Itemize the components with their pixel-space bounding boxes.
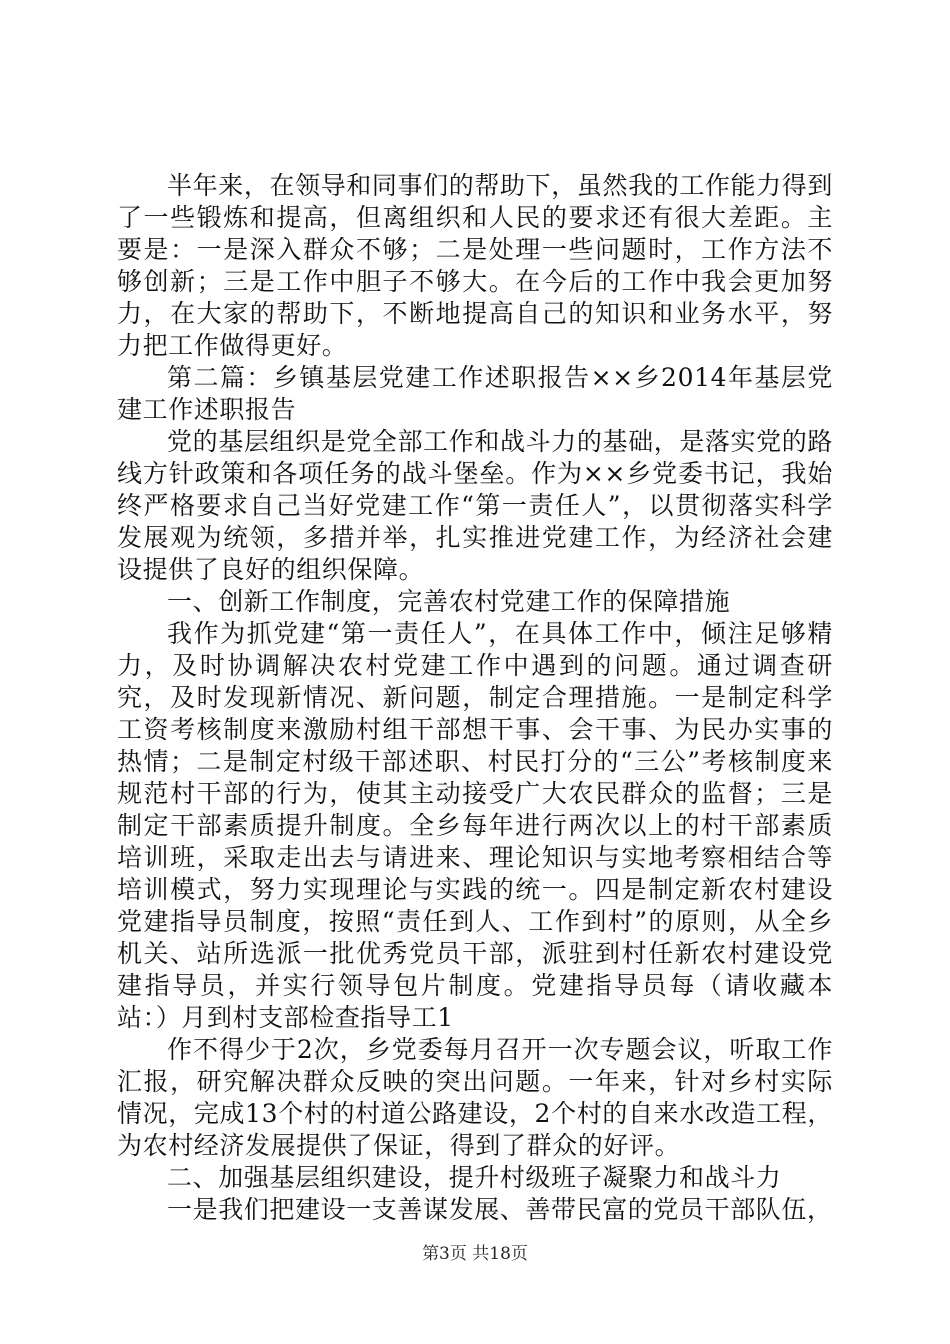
page-number-footer: 第3页 共18页 <box>422 1244 528 1264</box>
paragraph-section-one-continued: 作不得少于2次，乡党委每月召开一次专题会议，听取工作汇报，研究解决群众反映的突出问题。一年来，针对乡村实际情况，完成13个村的村道公路建设，2个村的自来水改造工程，为农村经济发展提供了保证，得到了群众的好评。 <box>117 1035 833 1160</box>
paragraph-intro: 党的基层组织是党全部工作和战斗力的基础，是落实党的路线方针政策和各项任务的战斗堡垒。作为××乡党委书记，我始终严格要求自己当好党建工作“第一责任人”，以贯彻落实科学发展观为统领，多措并举，扎实推进党建工作，为经济社会建设提供了良好的组织保障。 <box>117 427 833 584</box>
paragraph-section-two-body: 一是我们把建设一支善谋发展、善带民富的党员干部队伍， <box>167 1195 833 1224</box>
paragraph-section-one-body: 我作为抓党建“第一责任人”，在具体工作中，倾注足够精力，及时协调解决农村党建工作中遇到的问题。通过调查研究，及时发现新情况、新问题，制定合理措施。一是制定科学工资考核制度来激励村组干部想干事、会干事、为民办实事的热情；二是制定村级干部述职、村民打分的“三公”考核制度来规范村干部的行为，使其主动接受广大农民群众的监督；三是制定干部素质提升制度。全乡每年进行两次以上的村干部素质培训班，采取走出去与请进来、理论知识与实地考察相结合等培训模式，努力实现理论与实践的统一。四是制定新农村建设党建指导员制度，按照“责任到人、工作到村”的原则，从全乡机关、站所选派一批优秀党员干部，派驻到村任新农村建设党建指导员，并实行领导包片制度。党建指导员每（请收藏本站：）月到村支部检查指导工1 <box>117 619 833 1032</box>
heading-section-two: 二、加强基层组织建设，提升村级班子凝聚力和战斗力 <box>167 1163 782 1192</box>
paragraph-summary: 半年来，在领导和同事们的帮助下，虽然我的工作能力得到了一些锻炼和提高，但离组织和人民的要求还有很大差距。主要是：一是深入群众不够；二是处理一些问题时，工作方法不够创新；三是工作中胆子不够大。在今后的工作中我会更加努力，在大家的帮助下，不断地提高自己的知识和业务水平，努力把工作做得更好。 <box>117 171 833 360</box>
section-title-part-two: 第二篇：乡镇基层党建工作述职报告××乡2014年基层党建工作述职报告 <box>117 363 833 424</box>
heading-section-one: 一、创新工作制度，完善农村党建工作的保障措施 <box>167 587 731 616</box>
document-body <box>117 170 833 1226</box>
